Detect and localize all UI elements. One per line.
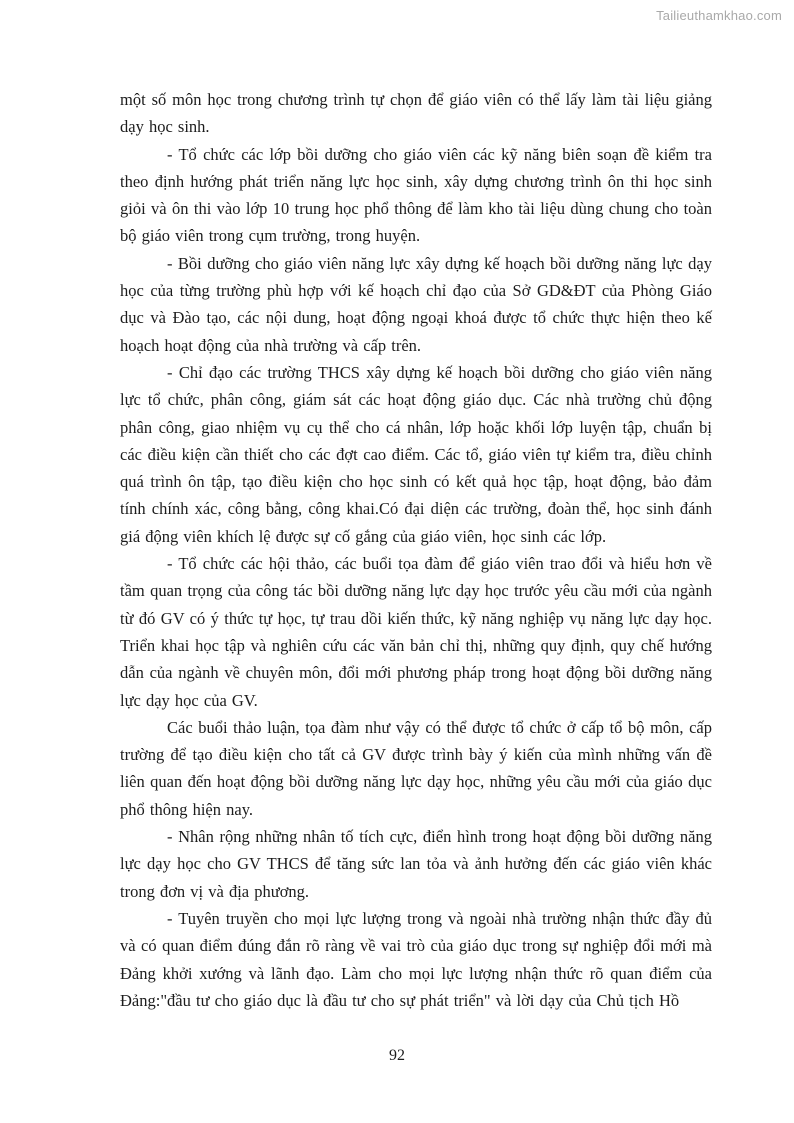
paragraph: - Bồi dưỡng cho giáo viên năng lực xây dựng kế hoạch bồi dưỡng năng lực dạy học của từng trường phù hợp với kế hoạch chỉ đạo của Sở GD&ĐT của Phòng Giáo dục và Đào tạo, các nội dung, hoạt động ngoại khoá được tổ chức thực hiện theo kế hoạch hoạt động của nhà trường và cấp trên. [120, 253, 712, 355]
paragraph: Các buổi thảo luận, tọa đàm như vậy có thể được tổ chức ở cấp tổ bộ môn, cấp trường để tạo điều kiện cho tất cả GV được trình bày ý kiến của mình những vấn đề liên quan đến hoạt động bồi dưỡng năng lực dạy học, những yêu cầu mới của giáo dục phổ thông hiện nay. [120, 717, 712, 819]
paragraph: - Nhân rộng những nhân tố tích cực, điển hình trong hoạt động bồi dưỡng năng lực dạy học cho GV THCS để tăng sức lan tỏa và ảnh hưởng đến các giáo viên khác trong đơn vị và địa phương. [120, 827, 712, 901]
paragraph: - Chỉ đạo các trường THCS xây dựng kế hoạch bồi dưỡng cho giáo viên năng lực tổ chức, phân công, giám sát các hoạt động giáo dục. Các nhà trường chủ động phân công, giao nhiệm vụ cụ thể cho cá nhân, lớp hoặc khối lớp luyện tập, chuẩn bị các điều kiện cần thiết cho các đợt cao điểm. Các tổ, giáo viên tự kiểm tra, điều chỉnh quá trình ôn tập, tạo điều kiện cho học sinh có kết quả học tập, hoạt động, bảo đảm tính chính xác, công bằng, công khai.Có đại diện các trường, đoàn thể, học sinh đánh giá động viên khích lệ được sự cố gắng của giáo viên, học sinh các lớp. [120, 362, 712, 546]
page-content [120, 86, 712, 1014]
paragraph: - Tổ chức các hội thảo, các buổi tọa đàm để giáo viên trao đổi và hiểu hơn về tầm quan trọng của công tác bồi dưỡng năng lực dạy học trước yêu cầu mới của ngành từ đó GV có ý thức tự học, tự trau dồi kiến thức, kỹ năng nghiệp vụ năng lực dạy học. Triển khai học tập và nghiên cứu các văn bản chỉ thị, những quy định, quy chế hướng dẫn của ngành về chuyên môn, đổi mới phương pháp trong hoạt động bồi dưỡng năng lực dạy học của GV. [120, 554, 712, 710]
paragraph: - Tổ chức các lớp bồi dưỡng cho giáo viên các kỹ năng biên soạn đề kiểm tra theo định hướng phát triển năng lực học sinh, xây dựng chương trình ôn thi học sinh giỏi và ôn thi vào lớp 10 trung học phổ thông để làm kho tài liệu dùng chung cho toàn bộ giáo viên trong cụm trường, trong huyện. [120, 144, 712, 246]
paragraph: một số môn học trong chương trình tự chọn để giáo viên có thể lấy làm tài liệu giảng dạy học sinh. [120, 90, 712, 137]
paragraph: - Tuyên truyền cho mọi lực lượng trong và ngoài nhà trường nhận thức đầy đủ và có quan điểm đúng đắn rõ ràng về vai trò của giáo dục trong sự nghiệp đổi mới mà Đảng khởi xướng và lãnh đạo. Làm cho mọi lực lượng nhận thức rõ quan điểm của Đảng:"đầu tư cho giáo dục là đầu tư cho sự phát triển" và lời dạy của Chủ tịch Hồ [120, 908, 712, 1010]
watermark: Tailieuthamkhao.com [656, 8, 782, 23]
page-number: 92 [389, 1047, 405, 1064]
